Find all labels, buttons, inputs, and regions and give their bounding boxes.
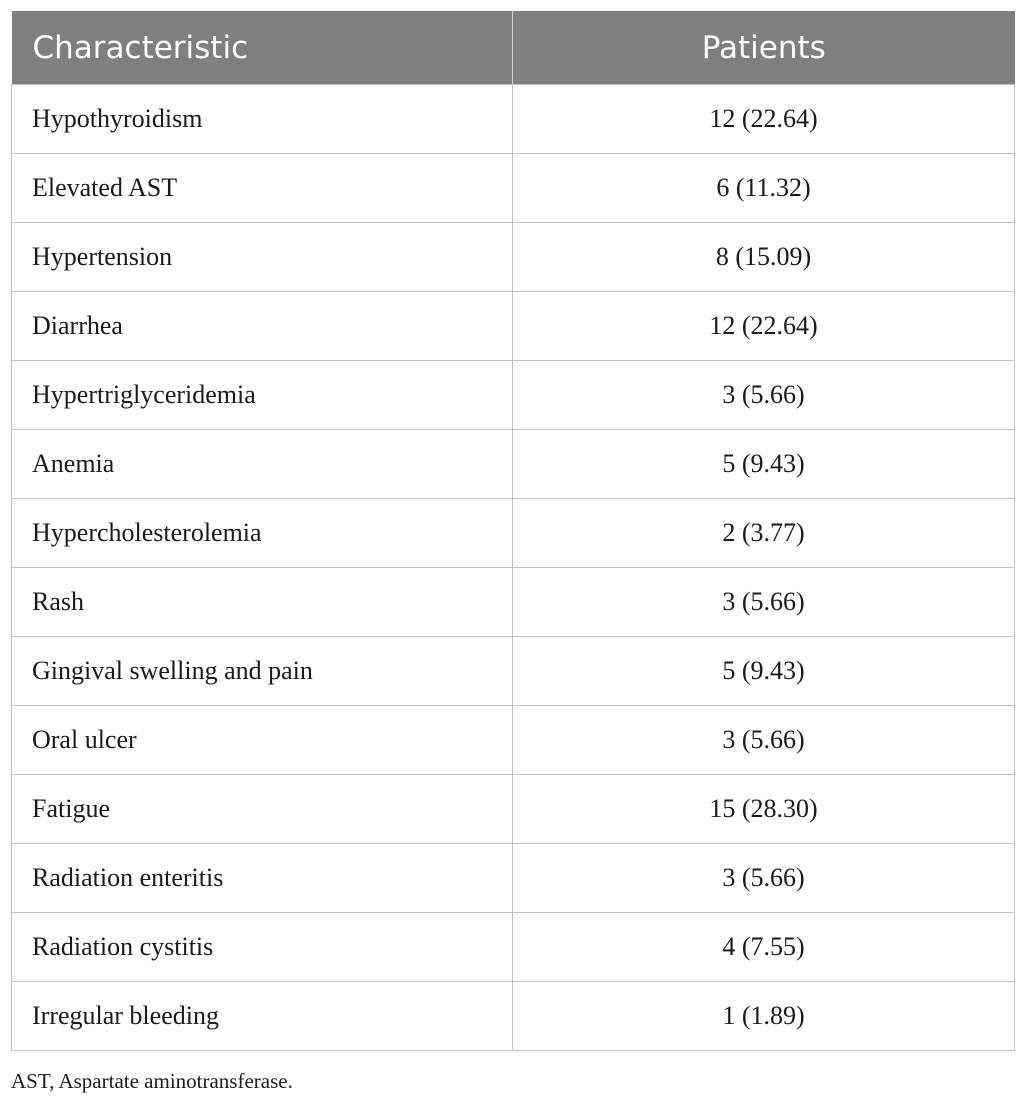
patients-cell: 15 (28.30)	[513, 775, 1015, 844]
table-row	[12, 913, 1015, 982]
characteristic-cell: Oral ulcer	[12, 706, 513, 775]
adverse-events-table	[11, 11, 1015, 1051]
table-row	[12, 292, 1015, 361]
column-header-characteristic: Characteristic	[12, 11, 513, 85]
characteristic-cell: Hypercholesterolemia	[12, 499, 513, 568]
table-row	[12, 85, 1015, 154]
characteristic-cell: Hypertriglyceridemia	[12, 361, 513, 430]
table-row	[12, 154, 1015, 223]
characteristic-cell: Radiation enteritis	[12, 844, 513, 913]
table-row	[12, 775, 1015, 844]
patients-cell: 1 (1.89)	[513, 982, 1015, 1051]
table-row	[12, 706, 1015, 775]
patients-cell: 5 (9.43)	[513, 430, 1015, 499]
characteristic-cell: Rash	[12, 568, 513, 637]
patients-cell: 3 (5.66)	[513, 706, 1015, 775]
table-row	[12, 499, 1015, 568]
table-row	[12, 844, 1015, 913]
characteristic-cell: Elevated AST	[12, 154, 513, 223]
patients-cell: 3 (5.66)	[513, 844, 1015, 913]
patients-cell: 4 (7.55)	[513, 913, 1015, 982]
characteristic-cell: Anemia	[12, 430, 513, 499]
adverse-events-table-container	[11, 11, 1014, 1051]
table-row	[12, 982, 1015, 1051]
patients-cell: 2 (3.77)	[513, 499, 1015, 568]
characteristic-cell: Fatigue	[12, 775, 513, 844]
patients-cell: 8 (15.09)	[513, 223, 1015, 292]
table-row	[12, 361, 1015, 430]
table-row	[12, 223, 1015, 292]
characteristic-cell: Irregular bleeding	[12, 982, 513, 1051]
patients-cell: 5 (9.43)	[513, 637, 1015, 706]
characteristic-cell: Hypertension	[12, 223, 513, 292]
table-row	[12, 637, 1015, 706]
column-header-patients: Patients	[513, 11, 1015, 85]
characteristic-cell: Diarrhea	[12, 292, 513, 361]
patients-cell: 3 (5.66)	[513, 568, 1015, 637]
patients-cell: 6 (11.32)	[513, 154, 1015, 223]
table-header-row	[12, 11, 1015, 85]
table-footnote: AST, Aspartate aminotransferase.	[11, 1069, 293, 1093]
characteristic-cell: Gingival swelling and pain	[12, 637, 513, 706]
table-row	[12, 430, 1015, 499]
patients-cell: 3 (5.66)	[513, 361, 1015, 430]
patients-cell: 12 (22.64)	[513, 85, 1015, 154]
patients-cell: 12 (22.64)	[513, 292, 1015, 361]
characteristic-cell: Radiation cystitis	[12, 913, 513, 982]
characteristic-cell: Hypothyroidism	[12, 85, 513, 154]
table-row	[12, 568, 1015, 637]
